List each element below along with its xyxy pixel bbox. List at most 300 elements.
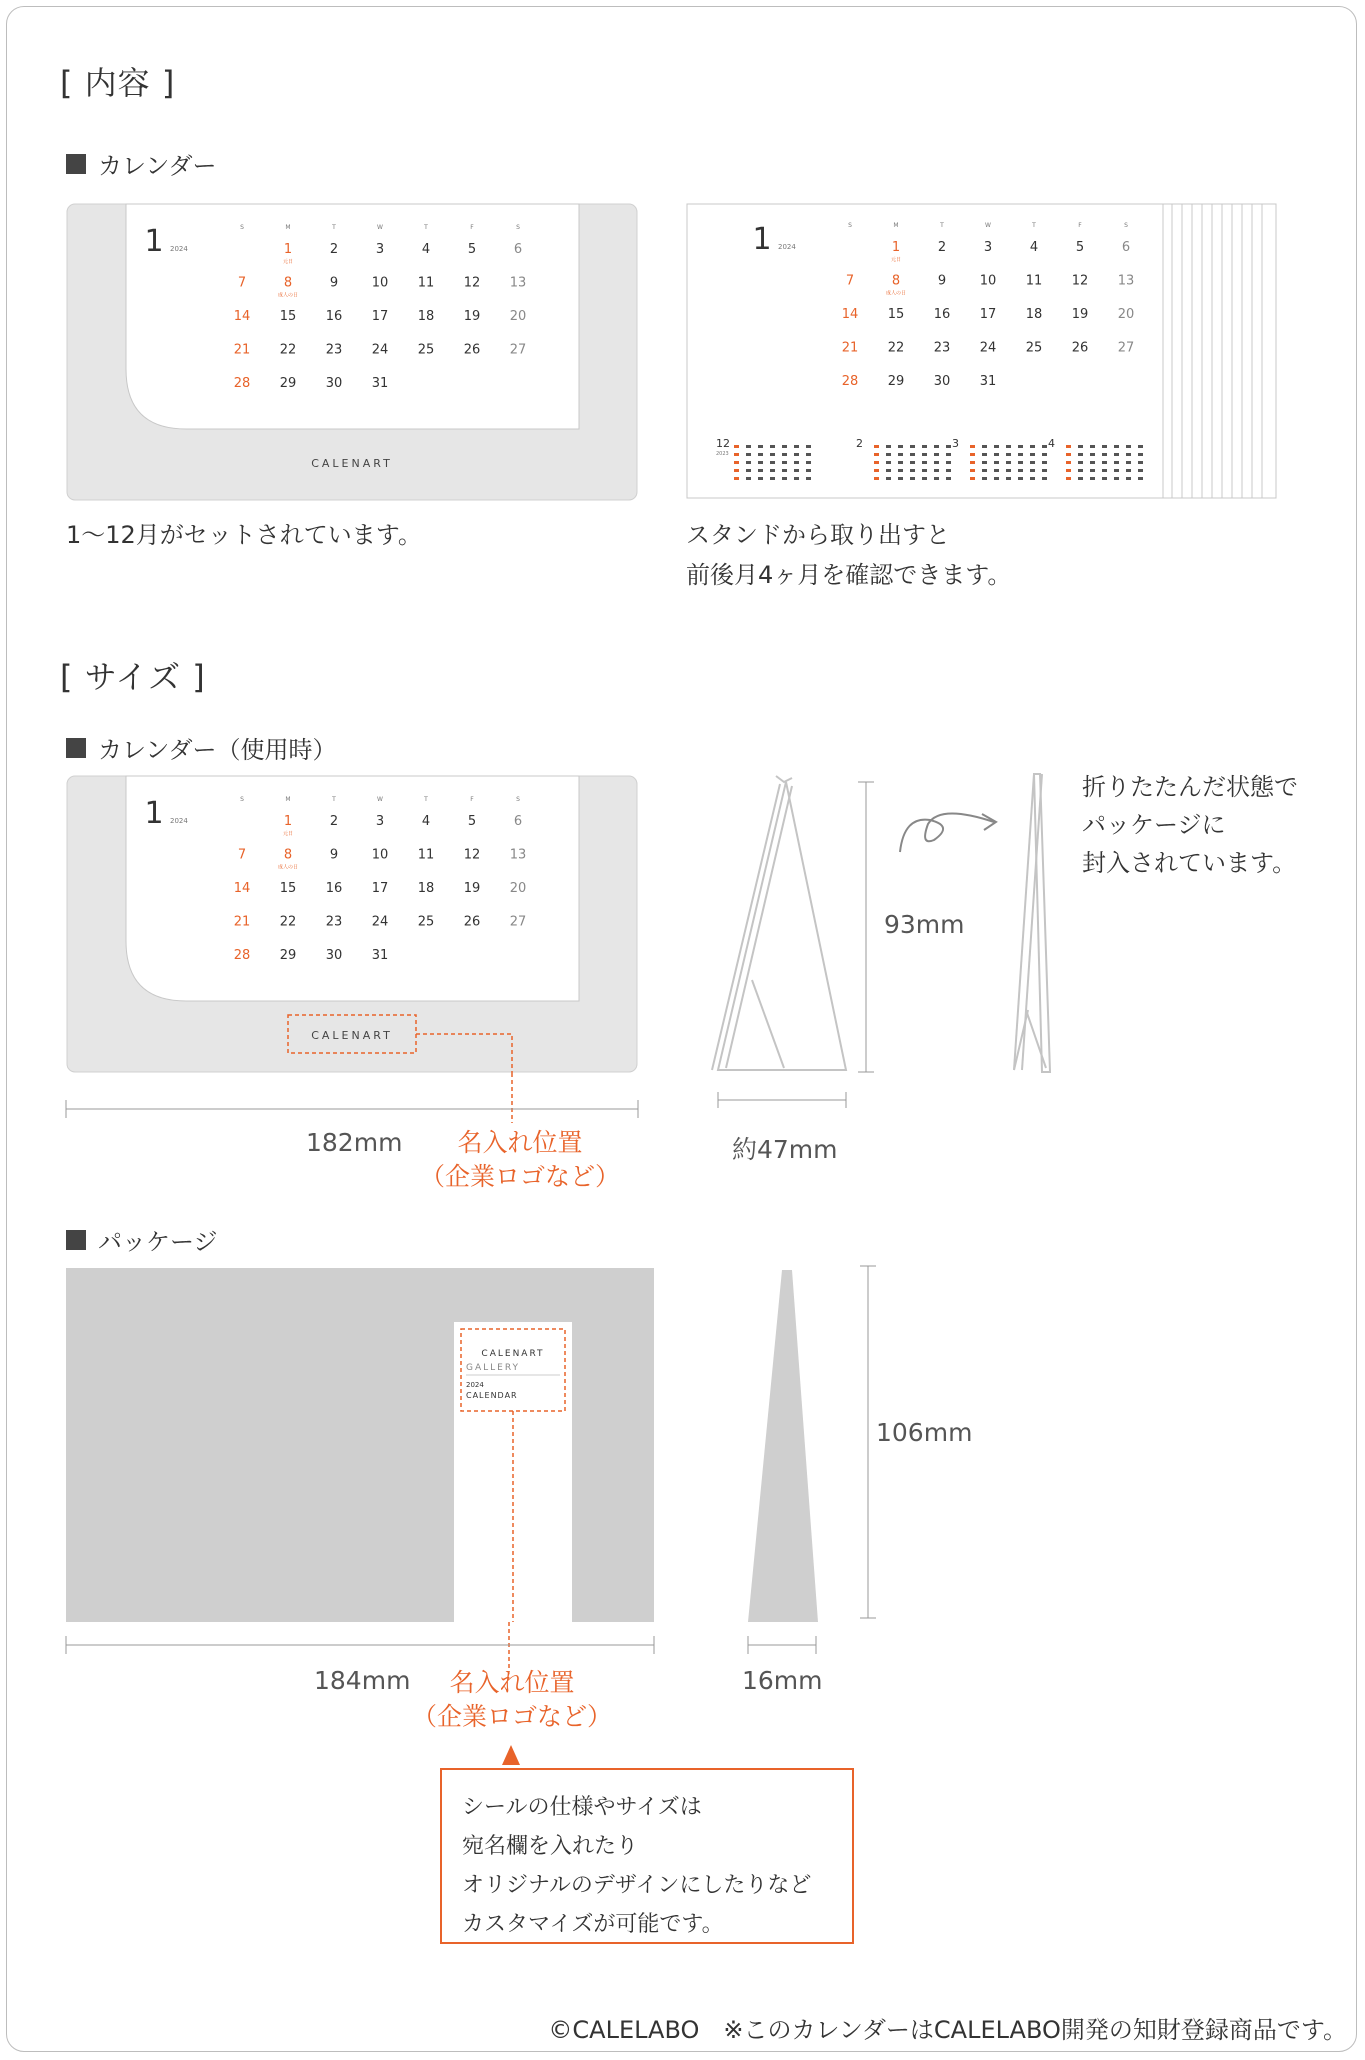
mini-day-cell [746, 445, 751, 448]
day-number: 16 [933, 307, 951, 322]
mini-day-cell [770, 453, 775, 456]
mini-day-cell [794, 453, 799, 456]
mini-day-cell [734, 469, 739, 472]
mini-day-cell [994, 469, 999, 472]
day-number: 24 [371, 914, 389, 930]
mini-day-cell [746, 453, 751, 456]
day-number: 13 [1117, 273, 1135, 289]
mini-day-cell [1042, 461, 1047, 464]
mini-day-cell [970, 445, 975, 448]
mini-day-cell [1018, 445, 1023, 448]
weekday-label: S [1124, 222, 1128, 229]
day-number: 31 [371, 376, 389, 391]
day-number: 25 [1025, 340, 1043, 356]
day-number: 12 [463, 847, 481, 863]
mini-day-cell [1030, 445, 1035, 448]
mini-day-cell [874, 477, 879, 480]
holiday-note: 元日 [282, 259, 294, 265]
weekday-label: F [1078, 222, 1082, 229]
day-number: 23 [325, 342, 343, 358]
mini-day-cell [994, 445, 999, 448]
day-number: 12 [1071, 273, 1089, 289]
mini-day-cell [806, 477, 811, 480]
day-number: 26 [463, 342, 481, 358]
caption-folded-line3: 封入されています。 [1082, 849, 1297, 877]
mini-day-cell [910, 453, 915, 456]
mini-day-cell [794, 477, 799, 480]
holiday-note: 成人の日 [885, 290, 907, 297]
caption-folded [1082, 768, 1298, 882]
package-depth-dimension-line [746, 1634, 818, 1656]
day-number: 14 [233, 881, 251, 896]
stacked-page [1262, 204, 1276, 498]
weekday-label: S [516, 796, 520, 803]
mini-day-cell [770, 445, 775, 448]
day-number: 28 [841, 374, 859, 389]
mini-day-cell [934, 477, 939, 480]
mini-day-cell [1102, 453, 1107, 456]
month-number: 1 [144, 796, 164, 831]
mini-day-cell [970, 461, 975, 464]
weekday-label: T [940, 222, 944, 229]
mini-day-cell [982, 477, 987, 480]
mini-day-cell [946, 461, 951, 464]
mini-day-cell [1006, 461, 1011, 464]
day-number: 6 [513, 242, 523, 257]
depth-package-value: 16mm [742, 1666, 823, 1695]
mini-day-cell [874, 453, 879, 456]
width-dimension-line [64, 1098, 640, 1120]
subtitle-calendar-in-use [66, 730, 336, 765]
weekday-label: S [848, 222, 852, 229]
day-number: 21 [841, 340, 859, 356]
calendar-on-stand-illustration [66, 203, 638, 501]
callout-line3: オリジナルのデザインにしたりなど [462, 1873, 812, 1898]
caption-take-out [686, 515, 1011, 595]
mini-day-cell [922, 445, 927, 448]
mini-day-cell [1042, 453, 1047, 456]
name-position-sub: （企業ロゴなど） [420, 1162, 621, 1191]
subtitle-package [66, 1222, 218, 1257]
mini-day-cell [1030, 461, 1035, 464]
weekday-label: S [240, 224, 244, 231]
day-number: 2 [329, 242, 339, 257]
day-number: 22 [887, 340, 905, 356]
day-number: 9 [937, 273, 947, 289]
height-package-value: 106mm [876, 1418, 973, 1447]
mini-day-cell [1102, 477, 1107, 480]
day-number: 18 [417, 881, 435, 896]
callout-pointer-icon [500, 1743, 522, 1767]
mini-day-cell [1006, 445, 1011, 448]
day-number: 8 [283, 847, 293, 863]
mini-day-cell [982, 469, 987, 472]
day-number: 7 [237, 847, 247, 863]
day-number: 20 [1117, 307, 1135, 322]
package-name-position-sub: （企業ロゴなど） [412, 1702, 613, 1731]
square-bullet-icon [66, 738, 86, 758]
mini-day-cell [934, 469, 939, 472]
mini-day-cell [1030, 477, 1035, 480]
day-number: 25 [417, 914, 435, 930]
mini-day-cell [886, 477, 891, 480]
mini-day-cell [874, 469, 879, 472]
day-number: 11 [417, 275, 435, 291]
day-number: 29 [279, 376, 297, 391]
stacked-pages [1162, 204, 1276, 498]
day-number: 25 [417, 342, 435, 358]
mini-day-cell [1030, 453, 1035, 456]
day-number: 23 [325, 914, 343, 930]
mini-day-cell [934, 461, 939, 464]
mini-day-cell [910, 445, 915, 448]
holiday-note: 成人の日 [277, 864, 299, 871]
day-number: 23 [933, 340, 951, 356]
day-number: 3 [375, 814, 385, 829]
day-number: 20 [509, 309, 527, 324]
weekday-label: T [424, 224, 428, 231]
mini-day-cell [898, 445, 903, 448]
package-label-brand: CALENART [481, 1349, 545, 1359]
calendar-sheet-illustration [686, 203, 1300, 501]
mini-day-cell [994, 461, 999, 464]
curved-arrow-icon [894, 800, 1004, 860]
mini-day-cell [1138, 477, 1143, 480]
mini-day-cell [922, 453, 927, 456]
mini-day-cell [806, 453, 811, 456]
day-number: 20 [509, 881, 527, 896]
mini-day-cell [1138, 461, 1143, 464]
day-number: 27 [1117, 340, 1135, 356]
mini-day-cell [970, 469, 975, 472]
day-number: 11 [1025, 273, 1043, 289]
day-number: 21 [233, 342, 251, 358]
day-number: 4 [1029, 240, 1039, 255]
weekday-label: T [332, 796, 336, 803]
month-number: 1 [752, 222, 772, 257]
mini-day-cell [1066, 469, 1071, 472]
day-number: 3 [375, 242, 385, 257]
mini-day-cell [1078, 469, 1083, 472]
day-number: 24 [371, 342, 389, 358]
mini-day-cell [1042, 445, 1047, 448]
mini-day-cell [1114, 477, 1119, 480]
mini-day-cell [770, 477, 775, 480]
day-number: 7 [237, 275, 247, 291]
callout-line2: 宛名欄を入れたり [462, 1834, 639, 1859]
day-number: 18 [417, 309, 435, 324]
width-package-value: 184mm [314, 1666, 411, 1695]
mini-day-cell [886, 461, 891, 464]
mini-day-cell [1126, 445, 1131, 448]
mini-day-cell [1138, 445, 1143, 448]
month-number: 1 [144, 224, 164, 259]
day-number: 12 [463, 275, 481, 291]
callout-line1: シールの仕様やサイズは [462, 1795, 702, 1820]
mini-day-cell [770, 461, 775, 464]
mini-day-cell [922, 461, 927, 464]
mini-day-cell [1078, 477, 1083, 480]
caption-set-months: 1〜12月がセットされています。 [66, 521, 422, 549]
mini-day-cell [806, 445, 811, 448]
day-number: 27 [509, 342, 527, 358]
mini-day-cell [886, 445, 891, 448]
day-number: 8 [283, 275, 293, 291]
day-number: 26 [463, 914, 481, 930]
day-number: 15 [279, 309, 297, 324]
mini-day-cell [946, 469, 951, 472]
day-number: 10 [371, 275, 389, 291]
section-title-contents: [ 内容 ] [60, 64, 176, 102]
mini-day-cell [934, 453, 939, 456]
holiday-note: 成人の日 [277, 292, 299, 299]
mini-day-cell [1006, 453, 1011, 456]
weekday-label: S [516, 224, 520, 231]
mini-day-cell [1030, 469, 1035, 472]
package-label-year: 2024 [466, 1381, 484, 1389]
section-title-size: [ サイズ ] [60, 658, 206, 696]
day-number: 9 [329, 847, 339, 863]
day-number: 2 [329, 814, 339, 829]
mini-day-cell [1078, 461, 1083, 464]
mini-day-cell [746, 477, 751, 480]
mini-day-cell [758, 477, 763, 480]
day-number: 28 [233, 376, 251, 391]
mini-day-cell [734, 453, 739, 456]
calendar-in-use-illustration [66, 775, 638, 1075]
day-number: 30 [325, 376, 343, 391]
mini-day-cell [782, 453, 787, 456]
day-number: 22 [279, 342, 297, 358]
mini-day-cell [1066, 445, 1071, 448]
mini-day-cell [886, 469, 891, 472]
day-number: 29 [279, 948, 297, 963]
mini-day-cell [898, 469, 903, 472]
mini-day-cell [922, 469, 927, 472]
day-number: 14 [841, 307, 859, 322]
mini-day-cell [1042, 469, 1047, 472]
mini-day-cell [746, 461, 751, 464]
day-number: 10 [371, 847, 389, 863]
mini-day-cell [1042, 477, 1047, 480]
mini-day-cell [734, 445, 739, 448]
caption-folded-line1: 折りたたんだ状態で [1082, 773, 1298, 801]
mini-day-cell [1126, 469, 1131, 472]
day-number: 6 [513, 814, 523, 829]
package-side-view [740, 1264, 880, 1634]
mini-day-cell [1018, 477, 1023, 480]
mini-day-cell [782, 477, 787, 480]
day-number: 5 [1075, 240, 1085, 255]
mini-day-cell [982, 461, 987, 464]
package-label-gallery: GALLERY [466, 1363, 521, 1373]
mini-day-cell [758, 445, 763, 448]
mini-day-cell [1018, 469, 1023, 472]
subtitle-calendar-in-use-label: カレンダー（使用時） [98, 736, 337, 764]
mini-day-cell [886, 453, 891, 456]
mini-day-cell [1066, 453, 1071, 456]
day-number: 16 [325, 881, 343, 896]
mini-day-cell [1126, 461, 1131, 464]
year-number: 2024 [170, 245, 188, 253]
mini-day-cell [898, 461, 903, 464]
holiday-note: 元日 [890, 257, 902, 263]
mini-day-cell [922, 477, 927, 480]
mini-day-cell [806, 469, 811, 472]
weekday-label: M [893, 222, 899, 229]
weekday-label: S [240, 796, 244, 803]
mini-day-cell [1114, 469, 1119, 472]
mini-day-cell [782, 461, 787, 464]
day-number: 27 [509, 914, 527, 930]
mini-day-cell [898, 453, 903, 456]
mini-day-cell [734, 461, 739, 464]
day-number: 31 [979, 374, 997, 389]
weekday-label: T [1032, 222, 1036, 229]
mini-day-cell [1090, 461, 1095, 464]
weekday-label: W [377, 224, 383, 231]
day-number: 4 [421, 242, 431, 257]
year-number: 2024 [170, 817, 188, 825]
day-number: 30 [325, 948, 343, 963]
mini-day-cell [1018, 453, 1023, 456]
mini-day-cell [1006, 469, 1011, 472]
day-number: 1 [891, 240, 901, 255]
package-width-dimension-line [64, 1634, 658, 1656]
mini-month-number: 3 [952, 437, 959, 450]
day-number: 18 [1025, 307, 1043, 322]
weekday-label: T [332, 224, 336, 231]
brand-logo: CALENART [311, 1029, 393, 1042]
day-number: 11 [417, 847, 435, 863]
weekday-label: F [470, 224, 474, 231]
mini-day-cell [934, 445, 939, 448]
day-number: 15 [887, 307, 905, 322]
mini-day-cell [898, 477, 903, 480]
day-number: 17 [979, 307, 997, 322]
mini-day-cell [1126, 453, 1131, 456]
mini-day-cell [994, 477, 999, 480]
day-number: 6 [1121, 240, 1131, 255]
mini-year: 2023 [716, 451, 729, 457]
day-number: 3 [983, 240, 993, 255]
subtitle-package-label: パッケージ [98, 1228, 218, 1256]
mini-day-cell [946, 477, 951, 480]
mini-day-cell [874, 445, 879, 448]
weekday-label: M [285, 796, 291, 803]
day-number: 19 [463, 309, 481, 324]
mini-day-cell [1066, 477, 1071, 480]
subtitle-calendar [66, 146, 216, 181]
depth-calendar-value: 約47mm [732, 1135, 838, 1164]
package-name-position-note [412, 1666, 612, 1734]
mini-day-cell [1102, 461, 1107, 464]
mini-day-cell [1090, 453, 1095, 456]
day-number: 2 [937, 240, 947, 255]
mini-day-cell [746, 469, 751, 472]
mini-day-cell [794, 445, 799, 448]
mini-day-cell [794, 469, 799, 472]
day-number: 22 [279, 914, 297, 930]
day-number: 19 [463, 881, 481, 896]
mini-month-number: 4 [1048, 437, 1055, 450]
package-label-cal: CALENDAR [466, 1391, 518, 1400]
mini-day-cell [1090, 477, 1095, 480]
brand-logo: CALENART [311, 457, 393, 470]
mini-day-cell [910, 477, 915, 480]
caption-take-out-line1: スタンドから取り出すと [686, 521, 950, 549]
day-number: 30 [933, 374, 951, 389]
weekday-label: F [470, 796, 474, 803]
day-number: 31 [371, 948, 389, 963]
mini-day-cell [1078, 445, 1083, 448]
mini-day-cell [910, 461, 915, 464]
square-bullet-icon [66, 1230, 86, 1250]
day-number: 14 [233, 309, 251, 324]
day-number: 28 [233, 948, 251, 963]
mini-day-cell [874, 461, 879, 464]
day-number: 7 [845, 273, 855, 289]
mini-day-cell [782, 469, 787, 472]
day-number: 1 [283, 814, 293, 829]
day-number: 13 [509, 275, 527, 291]
name-position-label: 名入れ位置 [457, 1128, 583, 1157]
mini-day-cell [1114, 445, 1119, 448]
caption-folded-line2: パッケージに [1082, 811, 1226, 839]
mini-day-cell [982, 453, 987, 456]
day-number: 17 [371, 881, 389, 896]
mini-day-cell [1102, 469, 1107, 472]
mini-day-cell [1138, 469, 1143, 472]
weekday-label: W [377, 796, 383, 803]
footer-copyright: ©CALELABO ※このカレンダーはCALELABO開発の知財登録商品です。 [548, 2016, 1347, 2044]
mini-day-cell [1006, 477, 1011, 480]
mini-day-cell [970, 453, 975, 456]
day-number: 8 [891, 273, 901, 289]
day-number: 5 [467, 814, 477, 829]
subtitle-calendar-label: カレンダー [98, 152, 217, 180]
day-number: 24 [979, 340, 997, 356]
day-number: 17 [371, 309, 389, 324]
mini-day-cell [1066, 461, 1071, 464]
callout-line4: カスタマイズが可能です。 [462, 1912, 724, 1937]
mini-day-cell [946, 453, 951, 456]
day-number: 16 [325, 309, 343, 324]
year-number: 2024 [778, 243, 796, 251]
mini-day-cell [1090, 445, 1095, 448]
mini-day-cell [910, 469, 915, 472]
mini-day-cell [1114, 461, 1119, 464]
weekday-label: T [424, 796, 428, 803]
day-number: 19 [1071, 307, 1089, 322]
mini-day-cell [1090, 469, 1095, 472]
mini-day-cell [946, 445, 951, 448]
width-calendar-value: 182mm [306, 1128, 403, 1157]
day-number: 13 [509, 847, 527, 863]
mini-day-cell [794, 461, 799, 464]
mini-day-cell [782, 445, 787, 448]
folded-side-view [1006, 770, 1066, 1080]
mini-day-cell [982, 445, 987, 448]
mini-day-cell [758, 461, 763, 464]
mini-month-number: 2 [856, 437, 863, 450]
mini-month-number: 12 [716, 437, 730, 450]
mini-day-cell [1018, 461, 1023, 464]
mini-day-cell [1114, 453, 1119, 456]
day-number: 9 [329, 275, 339, 291]
mini-day-cell [770, 469, 775, 472]
day-number: 4 [421, 814, 431, 829]
